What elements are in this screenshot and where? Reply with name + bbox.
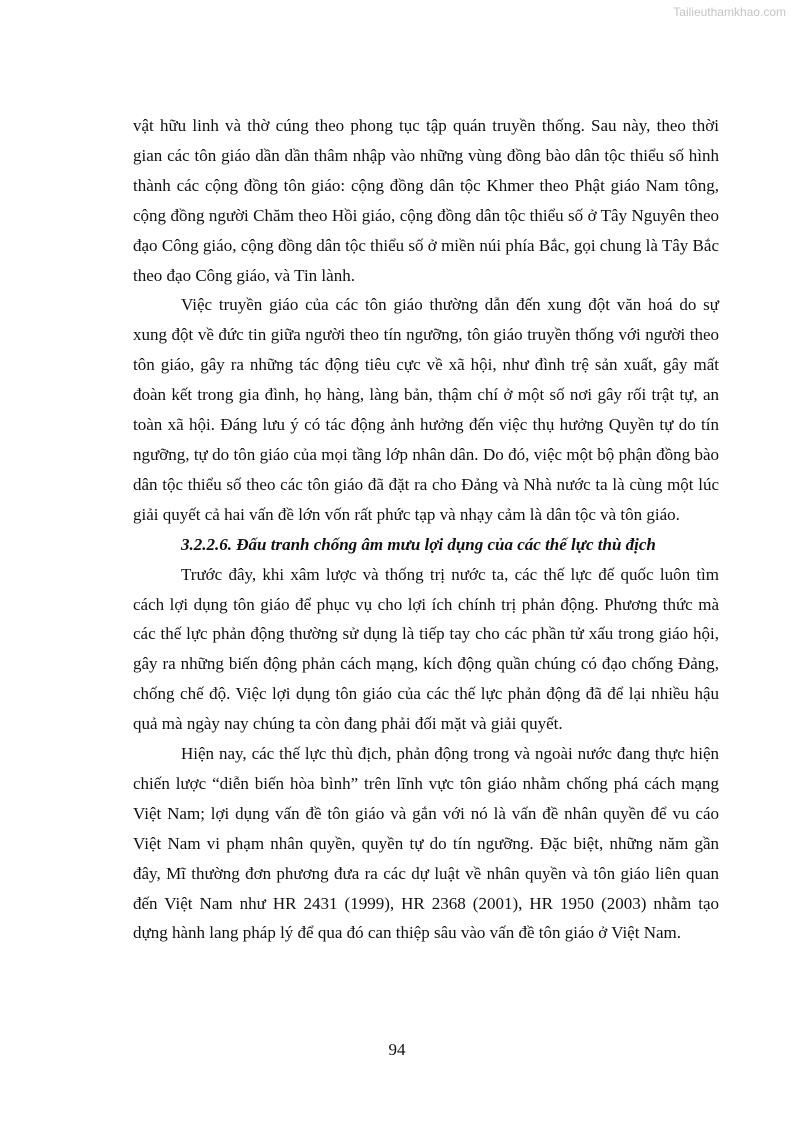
page-number: 94 (388, 1040, 406, 1059)
paragraph-3: Trước đây, khi xâm lược và thống trị nước ta, các thế lực đế quốc luôn tìm cách lợi dụng tôn giáo để phục vụ cho lợi ích chính trị phản động. Phương thức mà các thế lực phản động thường sử dụng là tiếp tay cho các phần tử xấu trong giáo hội, gây ra những biến động phản cách mạng, kích động quần chúng có đạo chống Đảng, chống chế độ. Việc lợi dụng tôn giáo của các thế lực phản động đã để lại nhiều hậu quả mà ngày nay chúng ta còn đang phải đối mặt và giải quyết. (133, 564, 719, 734)
paragraph-4: Hiện nay, các thế lực thù địch, phản động trong và ngoài nước đang thực hiện chiến lược “diễn biến hòa bình” trên lĩnh vực tôn giáo nhằm chống phá cách mạng Việt Nam; lợi dụng vấn đề tôn giáo và gắn với nó là vấn đề nhân quyền để vu cáo Việt Nam vi phạm nhân quyền, quyền tự do tín ngưỡng. Đặc biệt, những năm gần đây, Mĩ thường đơn phương đưa ra các dự luật về nhân quyền và tôn giáo liên quan đến Việt Nam như HR 2431 (1999), HR 2368 (2001), HR 1950 (2003) nhằm tạo dựng hành lang pháp lý để qua đó can thiệp sâu vào vấn đề tôn giáo ở Việt Nam. (133, 744, 719, 943)
section-heading: 3.2.2.6. Đấu tranh chống âm mưu lợi dụng của các thế lực thù địch (181, 534, 656, 554)
watermark-text: Tailieuthamkhao.com (673, 5, 786, 19)
paragraph-2: Việc truyền giáo của các tôn giáo thường dẫn đến xung đột văn hoá do sự xung đột về đức tin giữa người theo tín ngưỡng, tôn giáo truyền thống với người theo tôn giáo, gây ra những tác động tiêu cực về xã hội, như đình trệ sản xuất, gây mất đoàn kết trong gia đình, họ hàng, làng bản, thậm chí ở một số nơi gây rối trật tự, an toàn xã hội. Đáng lưu ý có tác động ảnh hưởng đến việc thụ hưởng Quyền tự do tín ngưỡng, tự do tôn giáo của mọi tầng lớp nhân dân. Do đó, việc một bộ phận đồng bào dân tộc thiểu số theo các tôn giáo đã đặt ra cho Đảng và Nhà nước ta là cùng một lúc giải quyết cả hai vấn đề lớn vốn rất phức tạp và nhạy cảm là dân tộc và tôn giáo. (133, 295, 719, 524)
document-body (133, 111, 719, 948)
paragraph-1: vật hữu linh và thờ cúng theo phong tục tập quán truyền thống. Sau này, theo thời gian các tôn giáo dần dần thâm nhập vào những vùng đồng bào dân tộc thiểu số hình thành các cộng đồng tôn giáo: cộng đồng dân tộc Khmer theo Phật giáo Nam tông, cộng đồng người Chăm theo Hồi giáo, cộng đồng dân tộc thiểu số ở Tây Nguyên theo đạo Công giáo, cộng đồng dân tộc thiểu số ở miền núi phía Bắc, gọi chung là Tây Bắc theo đạo Công giáo, và Tin lành. (133, 116, 719, 285)
